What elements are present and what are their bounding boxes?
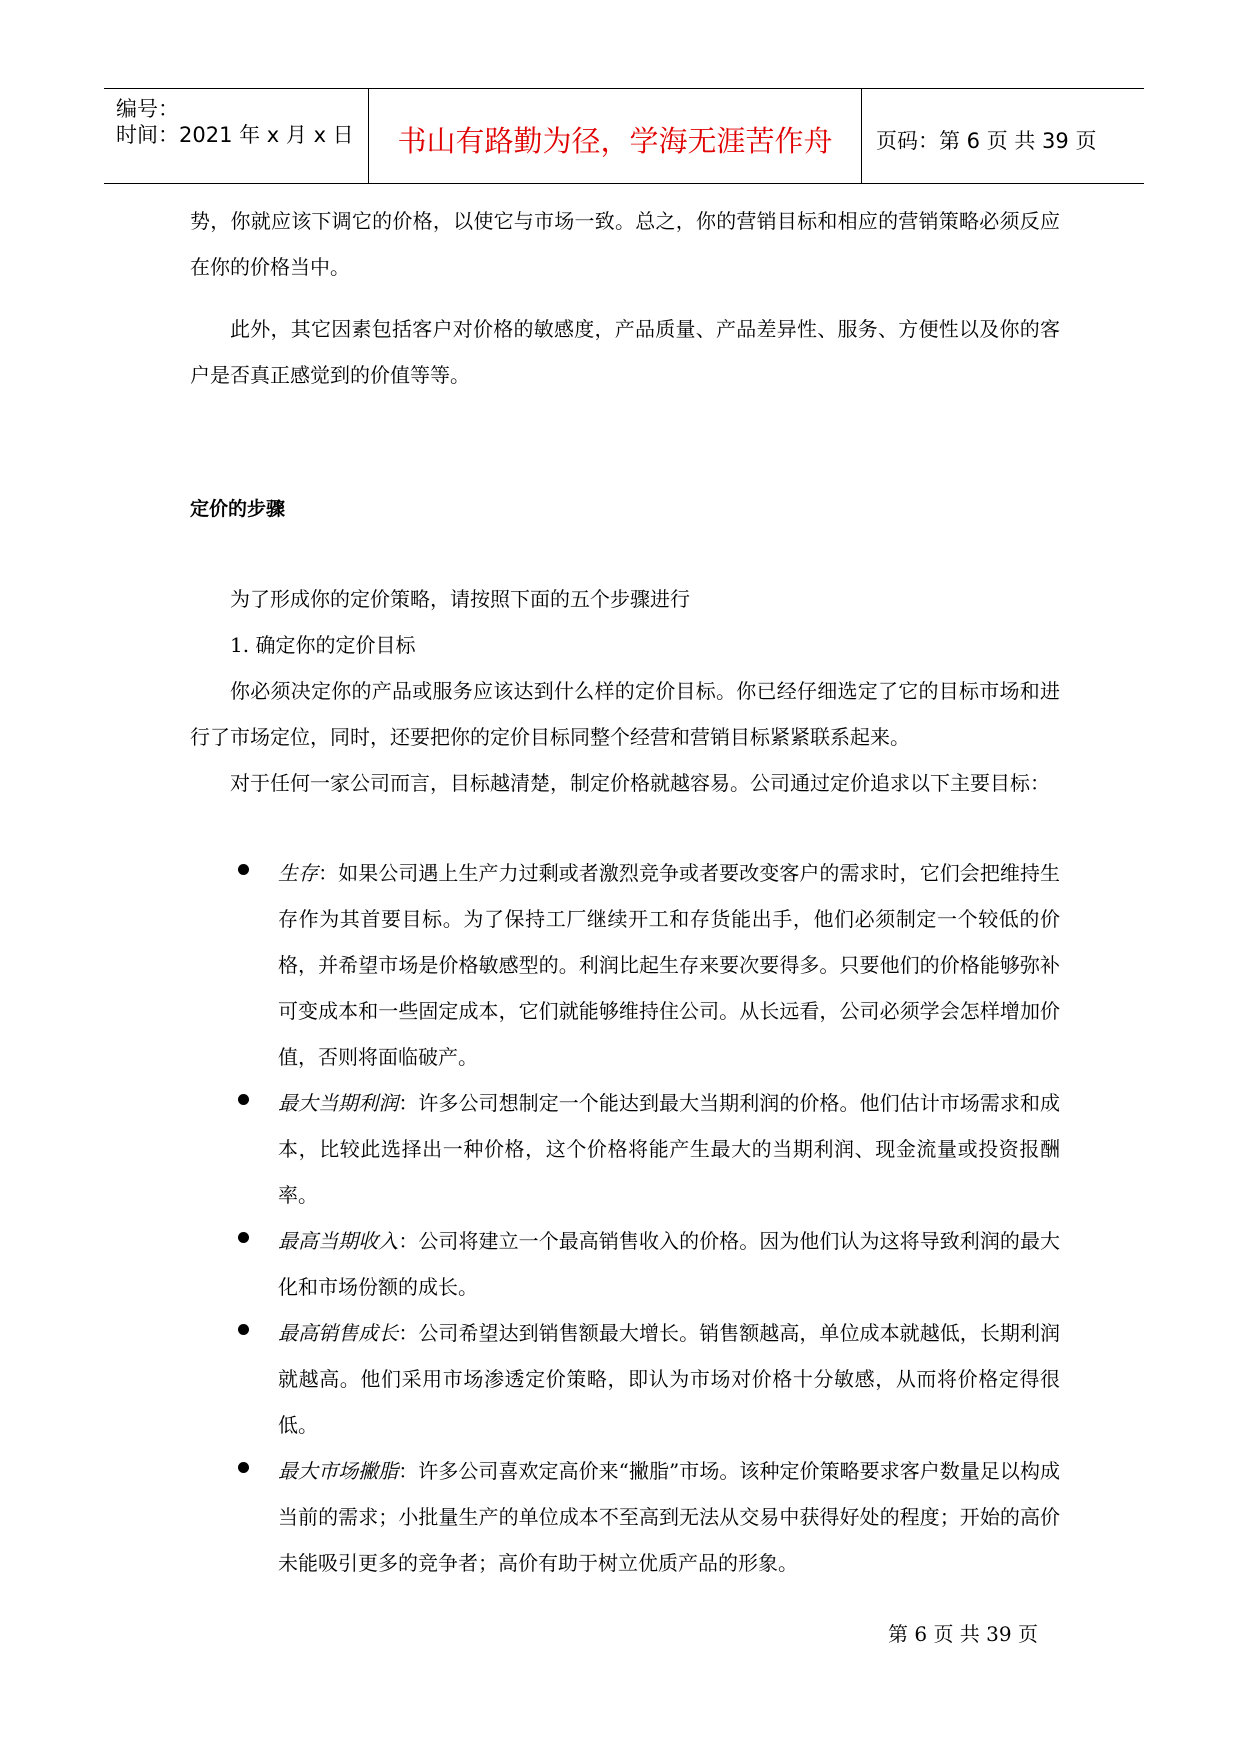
intro-paragraph: 为了形成你的定价策略，请按照下面的五个步骤进行 [230,587,690,611]
section-title: 定价的步骤 [190,498,286,520]
body-paragraph-3: 你必须决定你的产品或服务应该达到什么样的定价目标。你已经仔细选定了它的目标市场和进行了市场定位，同时，还要把你的定价目标同整个经营和营销目标紧紧联系起来。 [190,679,1060,749]
header-motto: 书山有路勤为径，学海无涯苦作舟 [397,124,833,158]
page-footer: 第 6 页 共 39 页 [888,1622,1038,1646]
bullet-term: 最高当期收入 [278,1229,399,1253]
body-paragraph-1: 势，你就应该下调它的价格，以使它与市场一致。总之，你的营销目标和相应的营销策略必须反应在你的价格当中。 [190,209,1060,279]
bullet-text: ：公司希望达到销售额最大增长。销售额越高，单位成本就越低，长期利润就越高。他们采用市场渗透定价策略，即认为市场对价格十分敏感，从而将价格定得很低。 [278,1321,1061,1437]
document-time-label: 时间：2021 年 x 月 x 日 [116,123,354,147]
header-right-cell [862,89,1144,183]
bullet-dot-4 [238,1324,249,1335]
bullet-item-survival [278,850,1060,1080]
bullet-text: ：许多公司想制定一个能达到最大当期利润的价格。他们估计市场需求和成本，比较此选择出一种价格，这个价格将能产生最大的当期利润、现金流量或投资报酬率。 [278,1091,1061,1207]
bullet-term: 生存 [278,861,319,885]
bullet-dot-1 [238,864,249,875]
header-left-cell [104,89,369,183]
step-1-heading: 1. 确定你的定价目标 [230,633,416,657]
bullet-text: ：公司将建立一个最高销售收入的价格。因为他们认为这将导致利润的最大化和市场份额的成长。 [278,1229,1061,1299]
bullet-item-max-revenue [278,1218,1060,1310]
bullet-term: 最高销售成长 [278,1321,399,1345]
bullet-term: 最大市场撇脂 [278,1459,399,1483]
header-page-code: 页码：第 6 页 共 39 页 [876,129,1097,153]
body-paragraph-2: 此外，其它因素包括客户对价格的敏感度，产品质量、产品差异性、服务、方便性以及你的客户是否真正感觉到的价值等等。 [190,317,1060,387]
bullet-text: ：许多公司喜欢定高价来“撇脂”市场。该种定价策略要求客户数量足以构成当前的需求；小批量生产的单位成本不至高到无法从交易中获得好处的程度；开始的高价未能吸引更多的竞争者；高价有助于树立优质产品的形象。 [278,1459,1061,1575]
bullet-item-max-profit [278,1080,1060,1218]
body-paragraph-4: 对于任何一家公司而言，目标越清楚，制定价格就越容易。公司通过定价追求以下主要目标： [230,771,1050,795]
header-middle-cell [369,89,862,183]
bullet-dot-5 [238,1462,249,1473]
bullet-dot-2 [238,1094,249,1105]
bullet-term: 最大当期利润 [278,1091,399,1115]
page-header [104,88,1144,184]
bullet-text: ：如果公司遇上生产力过剩或者激烈竞争或者要改变客户的需求时，它们会把维持生存作为其首要目标。为了保持工厂继续开工和存货能出手，他们必须制定一个较低的价格，并希望市场是价格敏感型的。利润比起生存来要次要得多。只要他们的价格能够弥补可变成本和一些固定成本，它们就能够维持住公司。从长远看，公司必须学会怎样增加价值，否则将面临破产。 [278,861,1061,1069]
bullet-dot-3 [238,1232,249,1243]
bullet-item-market-skimming [278,1448,1060,1586]
document-number-label: 编号： [116,97,179,121]
bullet-item-max-sales-growth [278,1310,1060,1448]
